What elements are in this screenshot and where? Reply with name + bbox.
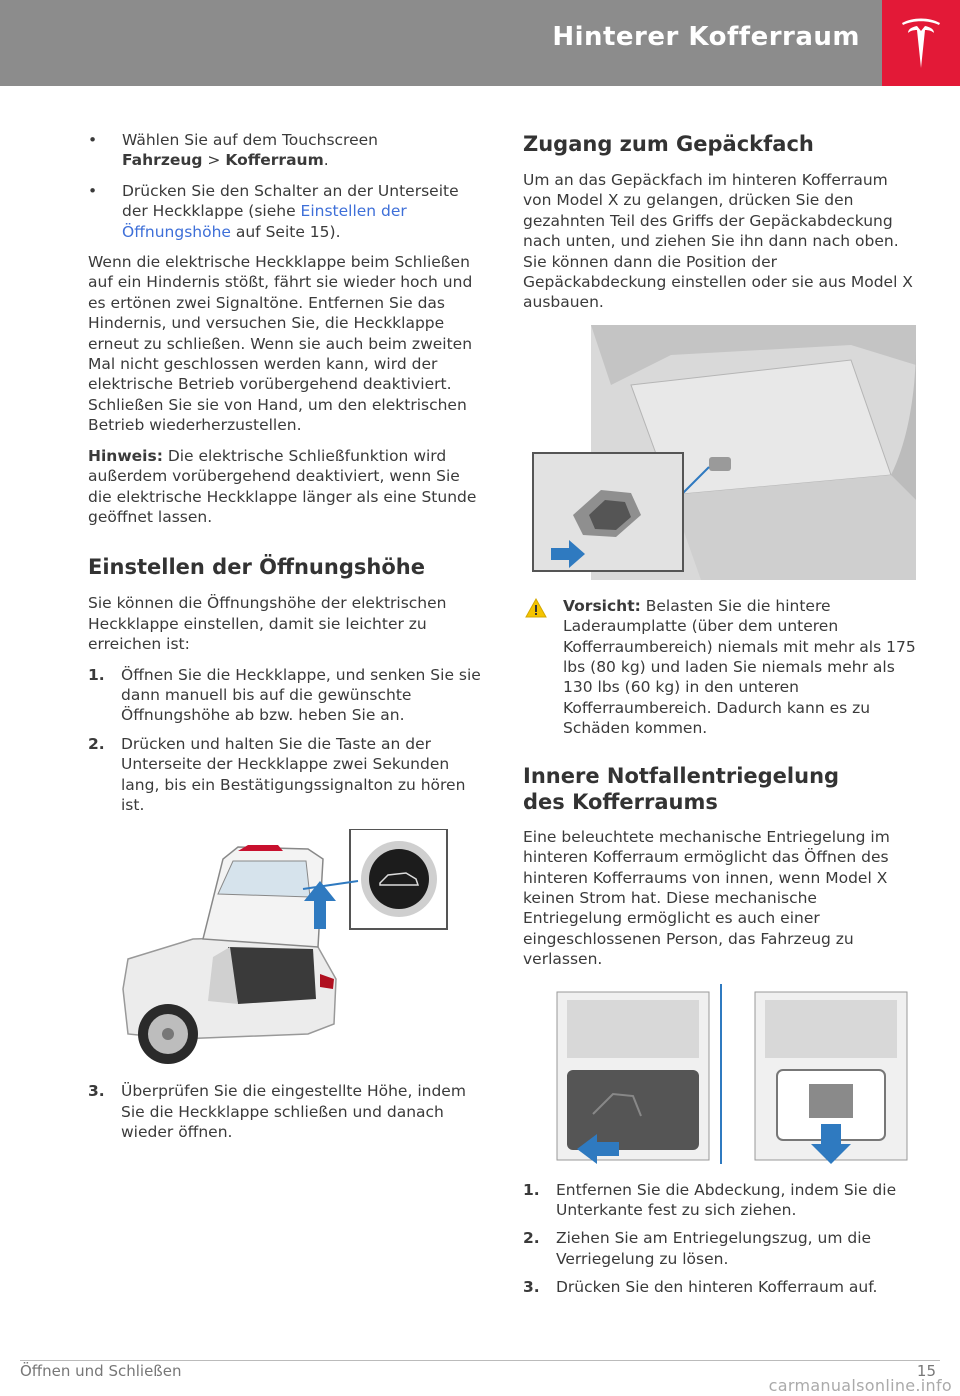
footer-divider — [20, 1360, 940, 1361]
release-paragraph: Eine beleuchtete mechanische Entriegelung im hinteren Kofferraum ermöglicht das Öffnen des hinteren Kofferraums von innen, wenn Model X keinen Strom hat. Diese mechanische Entriegelung ermöglicht es auch einer eingeschlossenen Person, das Fahrzeug zu verlassen. — [523, 827, 890, 969]
section-heading: Zugang zum Gepäckfach — [523, 132, 814, 156]
footer-section: Öffnen und Schließen — [20, 1362, 182, 1380]
cross-reference-link[interactable]: Einstellen der Öffnungshöhe — [122, 202, 407, 241]
caution-box: Vorsicht: Belasten Sie die hintere Laderaumplatte (über dem unteren Kofferraumbereich) niemals mit mehr als 175 lbs (80 kg) und laden Sie niemals mehr als 130 lbs (60 kg) in den unteren Kofferraumbereich. Dadurch kann es zu Schäden kommen. — [523, 596, 918, 739]
tesla-logo-icon — [901, 16, 941, 70]
bullet-item: • Drücken Sie den Schalter an der Unterseite der Heckklappe (siehe Einstellen der Öffnungshöhe auf Seite 15). — [88, 181, 459, 241]
access-paragraph: Um an das Gepäckfach im hinteren Kofferraum von Model X zu gelangen, drücken Sie den gezahnten Teil des Griffs der Gepäckabdeckung nach unten, und ziehen Sie ihn dann nach oben. Sie können dann die Position der Gepäckabdeckung einstellen oder sie aus Model X ausbauen. — [523, 171, 913, 312]
adjust-intro: Sie können die Öffnungshöhe der elektrischen Heckklappe einstellen, damit sie leichter zu erreichen ist: — [88, 594, 447, 654]
bullet-item: • Wählen Sie auf dem Touchscreen Fahrzeug > Kofferraum. — [88, 131, 378, 170]
step-item: 3. Drücken Sie den hinteren Kofferraum auf. — [523, 1278, 878, 1297]
tailgate-figure — [88, 829, 483, 1069]
page-header — [0, 0, 960, 86]
step-item: 1. Öffnen Sie die Heckklappe, und senken Sie sie dann manuell bis auf die gewünschte Öffnungshöhe ab bzw. heben Sie an. — [88, 665, 481, 725]
left-column — [88, 130, 483, 1151]
right-column — [523, 130, 918, 1306]
release-figure — [523, 984, 918, 1164]
step-item: 3. Überprüfen Sie die eingestellte Höhe, indem Sie die Heckklappe schließen und danach wieder öffnen. — [88, 1082, 466, 1142]
step-item: 1. Entfernen Sie die Abdeckung, indem Sie die Unterkante fest zu sich ziehen. — [523, 1180, 897, 1219]
step-item: 2. Drücken und halten Sie die Taste an der Unterseite der Heckklappe zwei Sekunden lang, bis ein Bestätigungssignalton zu hören ist. — [88, 734, 466, 814]
section-heading: Innere Notfallentriegelung des Kofferraums — [523, 763, 840, 814]
step-item: 2. Ziehen Sie am Entriegelungszug, um die Verriegelung zu lösen. — [523, 1229, 872, 1268]
brand-logo — [882, 0, 960, 86]
page-title: Hinterer Kofferraum — [552, 22, 860, 52]
page-number: 15 — [916, 1362, 936, 1380]
watermark: carmanualsonline.info — [768, 1376, 952, 1395]
cargo-figure — [521, 325, 916, 580]
section-heading: Einstellen der Öffnungshöhe — [88, 555, 425, 580]
obstacle-paragraph: Wenn die elektrische Heckklappe beim Schließen auf ein Hindernis stößt, fährt sie wieder hoch und es ertönen zwei Signaltöne. Entfernen Sie das Hindernis, und versuchen Sie, die Heckklappe erneut zu schließen. Wenn sie auch beim zweiten Mal nicht geschlossen werden kann, wird der elektrische Betrieb vorübergehend deaktiviert. Schließen Sie sie von Hand, um den elektrischen Betrieb wiederherzustellen. — [88, 253, 473, 435]
warning-icon — [525, 598, 547, 618]
note-paragraph: Hinweis: Die elektrische Schließfunktion wird außerdem vorübergehend deaktiviert, wenn Sie die elektrische Heckklappe länger als eine Stunde geöffnet lassen. — [88, 446, 477, 526]
